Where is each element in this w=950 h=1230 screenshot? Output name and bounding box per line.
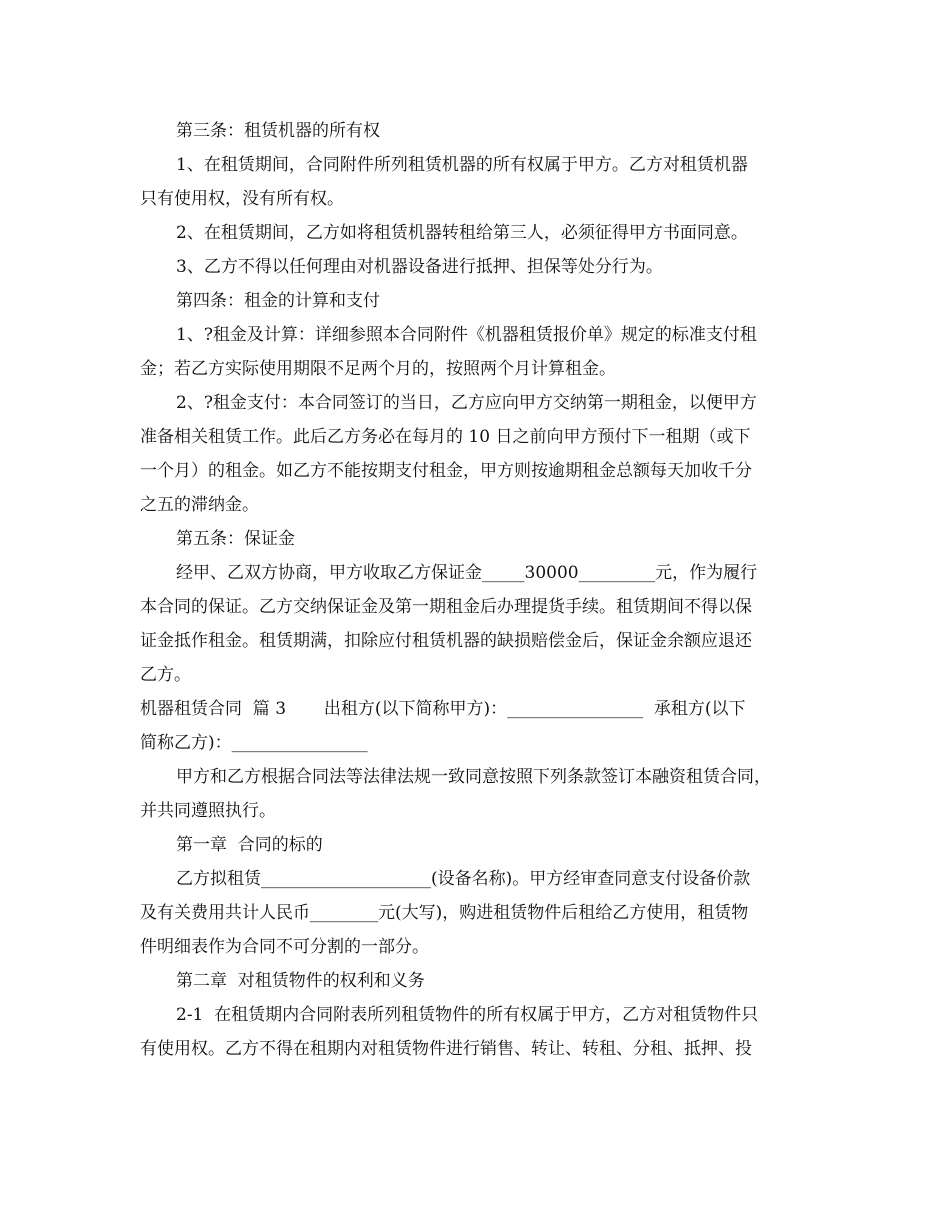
text-line: 1、?租金及计算：详细参照本合同附件《机器租赁报价单》规定的标准支付租 xyxy=(176,325,757,345)
text-line: 1、在租赁期间，合同附件所列租赁机器的所有权属于甲方。乙方对租赁机器 xyxy=(176,155,748,175)
text-line: 甲方和乙方根据合同法等法律法规一致同意按照下列条款签订本融资租赁合同， xyxy=(176,767,771,787)
text-line: 只有使用权，没有所有权。 xyxy=(140,189,344,209)
text-line: 件明细表作为合同不可分割的一部分。 xyxy=(140,937,429,957)
text-line: 第四条：租金的计算和支付 xyxy=(176,291,380,311)
text-line: 第一章 合同的标的 xyxy=(176,835,323,855)
text-line: 并共同遵照执行。 xyxy=(140,801,276,821)
text-line: 乙方拟租赁____________________(设备名称)。甲方经审查同意支付设备价款 xyxy=(176,869,751,889)
text-line: 3、乙方不得以任何理由对机器设备进行抵押、担保等处分行为。 xyxy=(176,257,663,277)
text-line: 一个月）的租金。如乙方不能按期支付租金，甲方则按逾期租金总额每天加收千分 xyxy=(140,461,752,481)
text-line: 第三条：租赁机器的所有权 xyxy=(176,121,380,141)
text-line: 2-1 在租赁期内合同附表所列租赁物件的所有权属于甲方，乙方对租赁物件只 xyxy=(176,1005,759,1025)
text-line: 之五的滞纳金。 xyxy=(140,495,259,515)
text-line: 简称乙方)：________________ xyxy=(140,733,368,753)
text-line: 有使用权。乙方不得在租期内对租赁物件进行销售、转让、转租、分租、抵押、投 xyxy=(140,1039,752,1059)
text-line: 及有关费用共计人民币________元(大写)，购进租赁物件后租给乙方使用，租赁物 xyxy=(140,903,749,923)
text-line: 2、在租赁期间，乙方如将租赁机器转租给第三人，必须征得甲方书面同意。 xyxy=(176,223,748,243)
document-body xyxy=(140,114,820,1066)
text-line: 经甲、乙双方协商，甲方收取乙方保证金_____30000_________元，作为履行 xyxy=(176,563,758,583)
text-line: 本合同的保证。乙方交纳保证金及第一期租金后办理提货手续。租赁期间不得以保 xyxy=(140,597,752,617)
text-line: 第五条：保证金 xyxy=(176,529,295,549)
text-line: 2、?租金支付：本合同签订的当日，乙方应向甲方交纳第一期租金，以便甲方 xyxy=(176,393,757,413)
text-line: 准备相关租赁工作。此后乙方务必在每月的 10 日之前向甲方预付下一租期（或下 xyxy=(140,427,751,447)
text-line: 金；若乙方实际使用期限不足两个月的，按照两个月计算租金。 xyxy=(140,359,616,379)
text-line: 第二章 对租赁物件的权利和义务 xyxy=(176,971,425,991)
text-line: 证金抵作租金。租赁期满，扣除应付租赁机器的缺损赔偿金后，保证金余额应退还 xyxy=(140,631,752,651)
text-line: 乙方。 xyxy=(140,665,191,685)
text-line: 机器租赁合同 篇 3 出租方(以下简称甲方)：________________ 承租方(以下 xyxy=(140,699,746,719)
